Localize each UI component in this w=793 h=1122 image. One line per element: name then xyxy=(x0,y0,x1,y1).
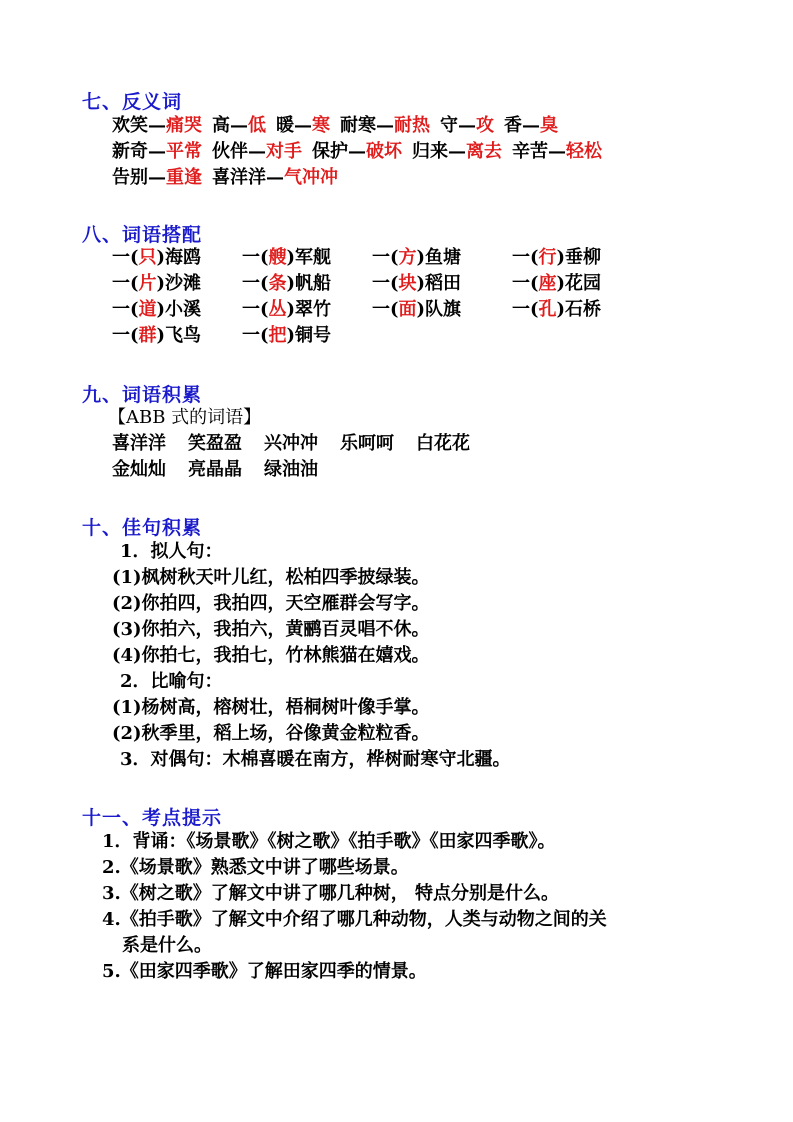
abb-word: 喜洋洋 xyxy=(112,433,166,454)
antonym-pair: 暖—寒 xyxy=(276,115,330,136)
measure-word-item: 一(方)鱼塘 xyxy=(372,247,462,268)
measure-word-row-3 xyxy=(112,297,642,323)
abb-row-2 xyxy=(112,457,340,483)
sentence-label: 3．对偶句：木棉喜暖在南方，桦树耐寒守北疆。 xyxy=(120,749,511,770)
measure-word-row-4 xyxy=(112,323,372,349)
abb-word: 金灿灿 xyxy=(112,459,166,480)
exam-tip: 1．背诵：《场景歌》《树之歌》《拍手歌》《田家四季歌》。 xyxy=(102,831,556,852)
measure-word-item: 一(丛)翠竹 xyxy=(242,299,332,320)
measure-word-item: 一(孔)石桥 xyxy=(512,299,602,320)
antonym-pair: 保护—破坏 xyxy=(312,141,402,162)
section-11-title: 十一、考点提示 xyxy=(82,807,223,829)
sentence-line: (1)枫树秋天叶儿红，松柏四季披绿装。 xyxy=(112,567,430,588)
antonym-pair: 归来—离去 xyxy=(412,141,502,162)
measure-word-item: 一(面)队旗 xyxy=(372,299,462,320)
measure-word-item: 一(片)沙滩 xyxy=(112,273,202,294)
measure-word-item: 一(艘)军舰 xyxy=(242,247,332,268)
exam-tip: 3.《树之歌》了解文中讲了哪几种树， 特点分别是什么。 xyxy=(102,883,560,904)
antonym-pair: 辛苦—轻松 xyxy=(512,141,602,162)
exam-tip: 4.《拍手歌》了解文中介绍了哪几种动物，人类与动物之间的关 xyxy=(102,909,607,930)
antonym-row-2 xyxy=(112,139,612,165)
abb-word: 白花花 xyxy=(416,433,470,454)
antonym-row-3 xyxy=(112,165,348,191)
antonym-pair: 伙伴—对手 xyxy=(212,141,302,162)
measure-word-row-2 xyxy=(112,271,642,297)
section-9-title: 九、词语积累 xyxy=(82,384,203,406)
antonym-pair: 耐寒—耐热 xyxy=(340,115,430,136)
antonym-pair: 高—低 xyxy=(212,115,266,136)
abb-word: 绿油油 xyxy=(264,459,318,480)
measure-word-item: 一(行)垂柳 xyxy=(512,247,602,268)
antonym-pair: 守—攻 xyxy=(440,115,494,136)
abb-word: 笑盈盈 xyxy=(188,433,242,454)
section-8-title: 八、词语搭配 xyxy=(82,224,203,246)
antonym-pair: 新奇—平常 xyxy=(112,141,202,162)
sentence-line: (2)秋季里，稻上场，谷像黄金粒粒香。 xyxy=(112,723,430,744)
abb-word: 乐呵呵 xyxy=(340,433,394,454)
antonym-row-1 xyxy=(112,113,568,139)
exam-tip: 5.《田家四季歌》了解田家四季的情景。 xyxy=(102,961,427,982)
measure-word-row-1 xyxy=(112,245,642,271)
section-10-title: 十、佳句积累 xyxy=(82,517,203,539)
sentence-label: 2．比喻句： xyxy=(120,671,223,692)
antonym-pair: 喜洋洋—气冲冲 xyxy=(212,167,338,188)
sentence-line: (1)杨树高，榕树壮，梧桐树叶像手掌。 xyxy=(112,697,430,718)
abb-word: 兴冲冲 xyxy=(264,433,318,454)
sentence-line: (2)你拍四，我拍四，天空雁群会写字。 xyxy=(112,593,430,614)
measure-word-item: 一(道)小溪 xyxy=(112,299,202,320)
measure-word-item: 一(条)帆船 xyxy=(242,273,332,294)
measure-word-item: 一(块)稻田 xyxy=(372,273,462,294)
antonym-pair: 告别—重逢 xyxy=(112,167,202,188)
section-7-title: 七、反义词 xyxy=(82,91,183,113)
sentence-label: 1．拟人句： xyxy=(120,541,223,562)
measure-word-item: 一(只)海鸥 xyxy=(112,247,202,268)
measure-word-item: 一(把)铜号 xyxy=(242,325,332,346)
abb-subtitle: 【ABB 式的词语】 xyxy=(108,407,262,428)
exam-tip: 2.《场景歌》熟悉文中讲了哪些场景。 xyxy=(102,857,409,878)
antonym-pair: 欢笑—痛哭 xyxy=(112,115,202,136)
antonym-pair: 香—臭 xyxy=(504,115,558,136)
abb-row-1 xyxy=(112,431,492,457)
exam-tip-continued: 系是什么。 xyxy=(122,935,212,956)
abb-word: 亮晶晶 xyxy=(188,459,242,480)
measure-word-item: 一(座)花园 xyxy=(512,273,602,294)
measure-word-item: 一(群)飞鸟 xyxy=(112,325,202,346)
sentence-line: (4)你拍七，我拍七，竹林熊猫在嬉戏。 xyxy=(112,645,430,666)
sentence-line: (3)你拍六，我拍六，黄鹂百灵唱不休。 xyxy=(112,619,430,640)
